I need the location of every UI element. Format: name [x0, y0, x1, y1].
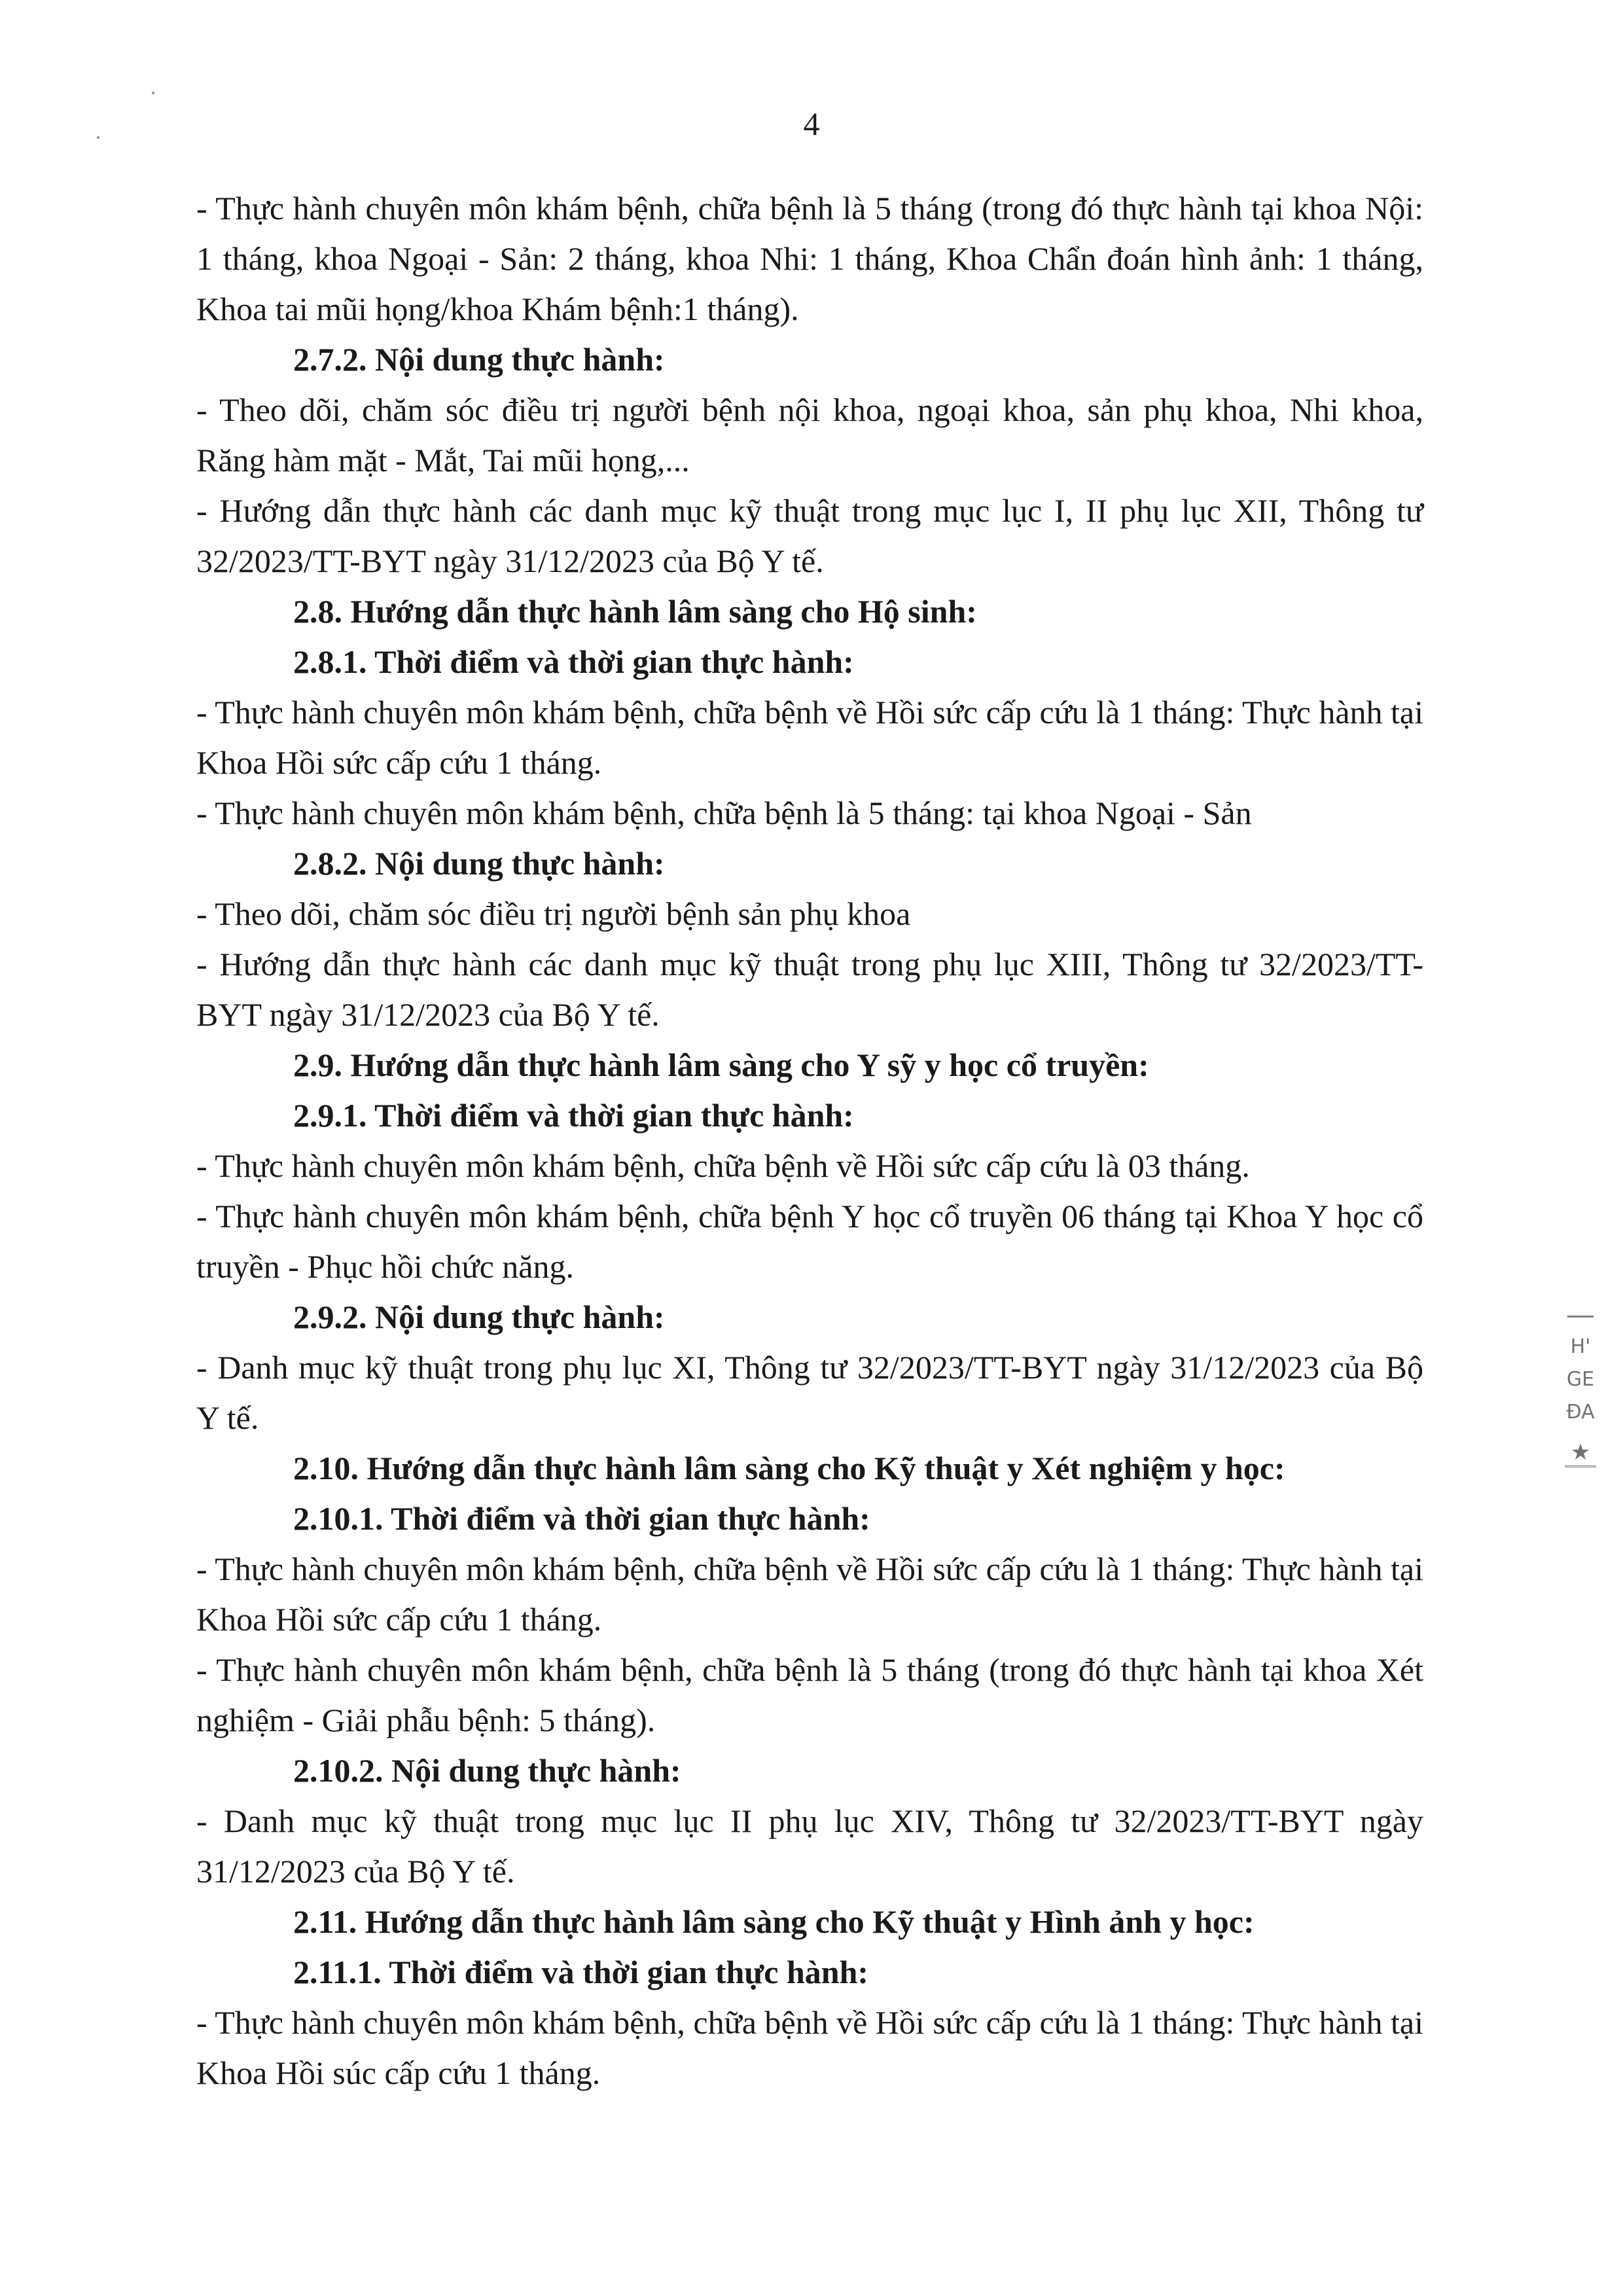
body-paragraph: - Hướng dẫn thực hành các danh mục kỹ thuật trong phụ lục XIII, Thông tư 32/2023/TT-BYT ngày 31/12/2023 của Bộ Y tế.: [196, 946, 1423, 1033]
stamp-line: H': [1570, 1335, 1591, 1358]
edge-stamp: [1558, 1309, 1603, 1467]
document-body: [196, 105, 1423, 2098]
document-content: [196, 183, 1423, 2098]
body-paragraph: - Danh mục kỹ thuật trong phụ lục XI, Thông tư 32/2023/TT-BYT ngày 31/12/2023 của Bộ Y tế.: [196, 1349, 1423, 1436]
body-paragraph: - Thực hành chuyên môn khám bệnh, chữa bệnh về Hồi sức cấp cứu là 1 tháng: Thực hành tại Khoa Hồi súc cấp cứu 1 tháng.: [196, 2004, 1423, 2091]
body-paragraph: - Thực hành chuyên môn khám bệnh, chữa bệnh là 5 tháng (trong đó thực hành tại khoa Xét nghiệm - Giải phẫu bệnh: 5 tháng).: [196, 1651, 1423, 1738]
stamp-line: GE: [1566, 1368, 1595, 1391]
section-heading: 2.8.2. Nội dung thực hành:: [293, 845, 665, 882]
section-heading: 2.11.1. Thời điểm và thời gian thực hành:: [293, 1954, 869, 1990]
body-paragraph: - Thực hành chuyên môn khám bệnh, chữa bệnh về Hồi sức cấp cứu là 03 tháng.: [196, 1147, 1250, 1184]
section-heading: 2.11. Hướng dẫn thực hành lâm sàng cho Kỹ thuật y Hình ảnh y học:: [293, 1903, 1255, 1940]
section-heading: 2.10.1. Thời điểm và thời gian thực hành:: [293, 1500, 870, 1537]
stamp-rule: [1567, 1316, 1594, 1318]
body-paragraph: - Thực hành chuyên môn khám bệnh, chữa bệnh là 5 tháng (trong đó thực hành tại khoa Nội: 1 tháng, khoa Ngoại - Sản: 2 tháng, khoa Nhi: 1 tháng, Khoa Chẩn đoán hình ảnh: 1 tháng, Khoa tai mũi họng/khoa Khám bệnh:1 tháng).: [196, 190, 1423, 327]
body-paragraph: - Thực hành chuyên môn khám bệnh, chữa bệnh về Hồi sức cấp cứu là 1 tháng: Thực hành tại Khoa Hồi sức cấp cứu 1 tháng.: [196, 694, 1423, 781]
section-heading: 2.9.2. Nội dung thực hành:: [293, 1299, 665, 1335]
star-icon: ★: [1565, 1439, 1596, 1467]
section-heading: 2.9.1. Thời điểm và thời gian thực hành:: [293, 1097, 854, 1134]
section-heading: 2.8.1. Thời điểm và thời gian thực hành:: [293, 643, 854, 680]
body-paragraph: - Thực hành chuyên môn khám bệnh, chữa bệnh Y học cổ truyền 06 tháng tại Khoa Y học cổ truyền - Phục hồi chức năng.: [196, 1198, 1423, 1285]
body-paragraph: - Thực hành chuyên môn khám bệnh, chữa bệnh về Hồi sức cấp cứu là 1 tháng: Thực hành tại Khoa Hồi sức cấp cứu 1 tháng.: [196, 1551, 1423, 1638]
section-heading: 2.8. Hướng dẫn thực hành lâm sàng cho Hộ sinh:: [293, 593, 977, 630]
body-paragraph: - Theo dõi, chăm sóc điều trị người bệnh nội khoa, ngoại khoa, sản phụ khoa, Nhi khoa, Răng hàm mặt - Mắt, Tai mũi họng,...: [196, 391, 1423, 478]
body-paragraph: - Thực hành chuyên môn khám bệnh, chữa bệnh là 5 tháng: tại khoa Ngoại - Sản: [196, 795, 1252, 831]
section-heading: 2.7.2. Nội dung thực hành:: [293, 341, 665, 378]
stamp-line: ĐA: [1566, 1401, 1595, 1424]
body-paragraph: - Theo dõi, chăm sóc điều trị người bệnh sản phụ khoa: [196, 895, 911, 932]
section-heading: 2.10.2. Nội dung thực hành:: [293, 1752, 681, 1789]
body-paragraph: - Danh mục kỹ thuật trong mục lục II phụ lục XIV, Thông tư 32/2023/TT-BYT ngày 31/12/2023 của Bộ Y tế.: [196, 1803, 1423, 1890]
section-heading: 2.9. Hướng dẫn thực hành lâm sàng cho Y sỹ y học cổ truyền:: [293, 1047, 1149, 1083]
page-number: 4: [803, 105, 820, 142]
scan-speck: [97, 136, 99, 139]
body-paragraph: - Hướng dẫn thực hành các danh mục kỹ thuật trong mục lục I, II phụ lục XII, Thông tư 32/2023/TT-BYT ngày 31/12/2023 của Bộ Y tế.: [196, 492, 1423, 579]
scan-speck: [152, 92, 154, 94]
section-heading: 2.10. Hướng dẫn thực hành lâm sàng cho Kỹ thuật y Xét nghiệm y học:: [293, 1450, 1285, 1486]
